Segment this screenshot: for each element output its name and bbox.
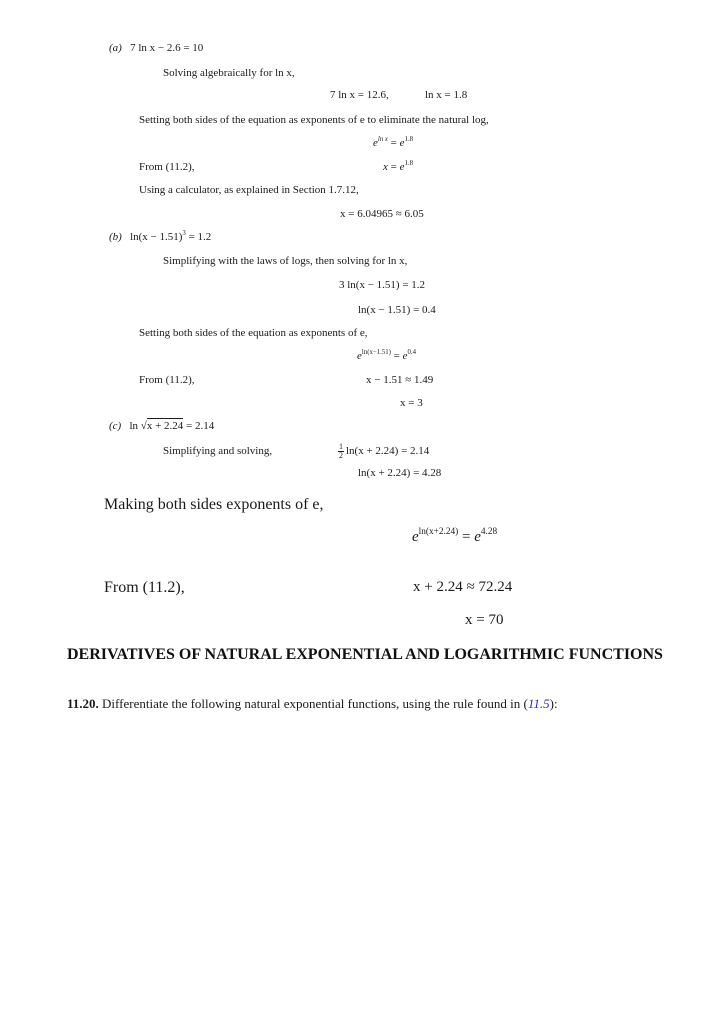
part-c-rhs: = 2.14 bbox=[186, 420, 215, 432]
part-b-step1-text: Simplifying with the laws of logs, then solving for ln x, bbox=[163, 255, 408, 267]
part-b-eq5: x = 3 bbox=[400, 397, 423, 409]
part-a-eq3: $x = e^{1.8}$ bbox=[383, 159, 414, 173]
part-c-from-text: From (11.2), bbox=[104, 579, 185, 596]
problem-number: 11.20. bbox=[67, 696, 99, 711]
part-c-step1-text: Simplifying and solving, bbox=[163, 445, 273, 457]
part-c-radicand: x + 2.24 bbox=[146, 420, 184, 432]
part-c-eq3-rhs-exp: 4.28 bbox=[480, 527, 498, 538]
part-b-eq3-lhs-exp: ln(x−1.51) bbox=[361, 348, 391, 356]
part-c-eq4: x + 2.24 ≈ 72.24 bbox=[413, 579, 513, 595]
part-c-problem bbox=[109, 421, 214, 432]
part-a-problem bbox=[109, 43, 203, 54]
problem-text: Differentiate the following natural exponential functions, using the rule found in ( bbox=[98, 696, 528, 711]
part-a-eq1: 7 ln x = 12.6, bbox=[330, 89, 389, 101]
part-a-eq4: x = 6.04965 ≈ 6.05 bbox=[340, 208, 424, 220]
part-c-eq5: x = 70 bbox=[465, 612, 504, 628]
equation-reference-link[interactable]: 11.5 bbox=[527, 696, 550, 711]
part-b-equation-rhs: = 1.2 bbox=[188, 231, 212, 243]
part-b-equation-exp: 3 bbox=[182, 229, 186, 237]
part-c-eq1: $\frac{1}{2}$ ln(x + 2.24) = 2.14 bbox=[339, 442, 430, 460]
part-a-step1-text: Solving algebraically for ln x, bbox=[163, 67, 295, 79]
part-b-step2-text: Setting both sides of the equation as exponents of e, bbox=[139, 327, 368, 339]
part-c-eq3-lhs-exp: ln(x+2.24) bbox=[418, 527, 459, 538]
part-c-label: (c) bbox=[109, 420, 122, 432]
part-b-equation-base: ln(x − 1.51) bbox=[130, 231, 183, 243]
part-a-eq2-lhs-exp: ln x bbox=[377, 135, 388, 143]
part-b-eq4: x − 1.51 ≈ 1.49 bbox=[366, 374, 434, 386]
part-c-step2-text: Making both sides exponents of e, bbox=[104, 496, 324, 513]
part-b-eq3: $e^{ln(x-1.51)} = e^{0.4}$ bbox=[357, 348, 417, 362]
part-a-calc-text: Using a calculator, as explained in Section 1.7.12, bbox=[139, 184, 359, 196]
problem-text-end: ): bbox=[549, 696, 558, 711]
part-c-eq2: ln(x + 2.24) = 4.28 bbox=[358, 467, 442, 479]
part-b-label: (b) bbox=[109, 231, 122, 243]
part-a-eq3-exp: 1.8 bbox=[404, 159, 414, 167]
part-b-eq3-rhs-exp: 0.4 bbox=[407, 348, 417, 356]
one-half-fraction: $\frac{1}{2}$ bbox=[339, 442, 343, 460]
part-a-eq2-rhs-exp: 1.8 bbox=[404, 135, 414, 143]
part-b-eq1: 3 ln(x − 1.51) = 1.2 bbox=[339, 279, 426, 291]
part-a-step2-text: Setting both sides of the equation as exponents of e to eliminate the natural log, bbox=[139, 114, 489, 126]
part-a-equation: 7 ln x − 2.6 = 10 bbox=[130, 42, 204, 54]
part-a-label: (a) bbox=[109, 42, 122, 54]
part-b-problem bbox=[109, 229, 212, 243]
part-b-eq2: ln(x − 1.51) = 0.4 bbox=[358, 304, 436, 316]
problem-11-20 bbox=[67, 696, 558, 712]
part-a-eq1b: ln x = 1.8 bbox=[425, 89, 468, 101]
part-c-ln: ln bbox=[129, 420, 139, 432]
part-b-from-text: From (11.2), bbox=[139, 374, 195, 386]
part-c-eq3: $e^{ln(x+2.24)} = e^{4.28}$ bbox=[412, 527, 498, 545]
section-heading: DERIVATIVES OF NATURAL EXPONENTIAL AND LOGARITHMIC FUNCTIONS bbox=[67, 646, 663, 663]
part-a-eq2: $e^{ln x} = e^{1.8}$ bbox=[373, 135, 414, 149]
part-a-from-text: From (11.2), bbox=[139, 161, 195, 173]
radical-sign-icon: √ bbox=[140, 420, 147, 432]
